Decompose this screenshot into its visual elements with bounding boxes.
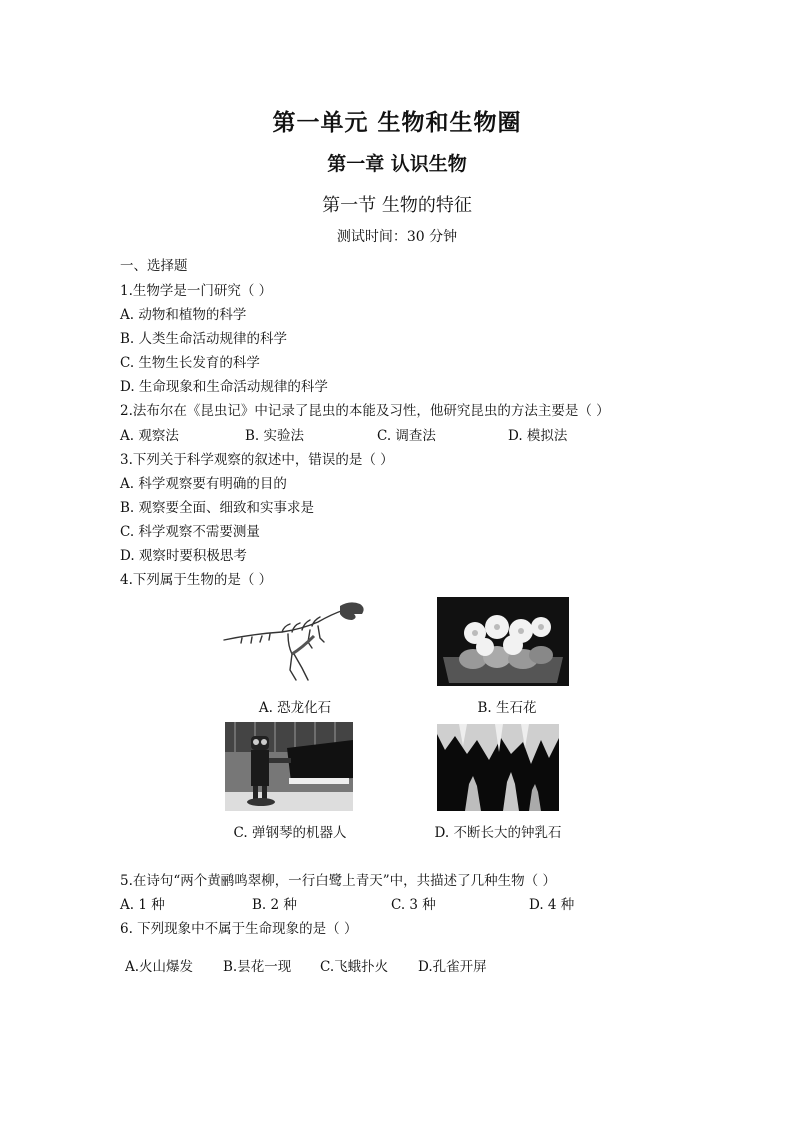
question-1-option-d: D. 生命现象和生命活动规律的科学	[120, 379, 328, 395]
question-4-option-c-caption: C. 弹钢琴的机器人	[233, 825, 347, 841]
question-4-option-b-caption: B. 生石花	[477, 700, 537, 716]
question-3-option-c: C. 科学观察不需要测量	[120, 524, 260, 540]
test-time: 测试时间：30 分钟	[336, 229, 458, 245]
question-3-option-b: B. 观察要全面、细致和实事求是	[120, 500, 315, 516]
question-1-stem: 1.生物学是一门研究（ ）	[120, 283, 273, 299]
question-2-option-d: D. 模拟法	[508, 428, 568, 444]
question-5-option-d: D. 4 种	[529, 897, 575, 913]
question-6-option-b: B.昙花一现	[223, 959, 292, 975]
question-2-stem: 2.法布尔在《昆虫记》中记录了昆虫的本能及习性，他研究昆虫的方法主要是（ ）	[120, 403, 610, 419]
stalactite-image	[437, 724, 559, 811]
question-5-option-b: B. 2 种	[252, 897, 297, 913]
question-6-stem: 6. 下列现象中不属于生命现象的是（ ）	[120, 921, 358, 937]
question-6-option-a: A.火山爆发	[125, 959, 194, 975]
lithops-image	[437, 597, 569, 686]
question-4-option-a-caption: A. 恐龙化石	[258, 700, 332, 716]
question-3-option-d: D. 观察时要积极思考	[120, 548, 247, 564]
question-5-stem: 5.在诗句“两个黄鹂鸣翠柳，一行白鹭上青天”中，共描述了几种生物（ ）	[120, 873, 556, 889]
question-1-option-c: C. 生物生长发育的科学	[120, 355, 260, 371]
dinosaur-fossil-image	[222, 596, 368, 686]
question-2-option-b: B. 实验法	[245, 428, 305, 444]
question-3-stem: 3.下列关于科学观察的叙述中，错误的是（ ）	[120, 452, 394, 468]
question-4-option-d-caption: D. 不断长大的钟乳石	[434, 825, 562, 841]
question-6-option-d: D.孔雀开屏	[418, 959, 487, 975]
question-2-option-a: A. 观察法	[120, 428, 179, 444]
unit-title: 第一单元 生物和生物圈	[272, 109, 522, 136]
question-2-option-c: C. 调查法	[377, 428, 436, 444]
part-heading: 一、选择题	[120, 258, 188, 274]
piano-robot-image	[225, 722, 353, 811]
question-3-option-a: A. 科学观察要有明确的目的	[120, 476, 287, 492]
question-4-stem: 4.下列属于生物的是（ ）	[120, 572, 273, 588]
question-1-option-b: B. 人类生命活动规律的科学	[120, 331, 288, 347]
question-5-option-a: A. 1 种	[120, 897, 165, 913]
section-title: 第一节 生物的特征	[322, 195, 472, 216]
question-1-option-a: A. 动物和植物的科学	[120, 307, 247, 323]
question-6-option-c: C.飞蛾扑火	[320, 959, 389, 975]
question-5-option-c: C. 3 种	[391, 897, 436, 913]
chapter-title: 第一章 认识生物	[327, 153, 467, 175]
